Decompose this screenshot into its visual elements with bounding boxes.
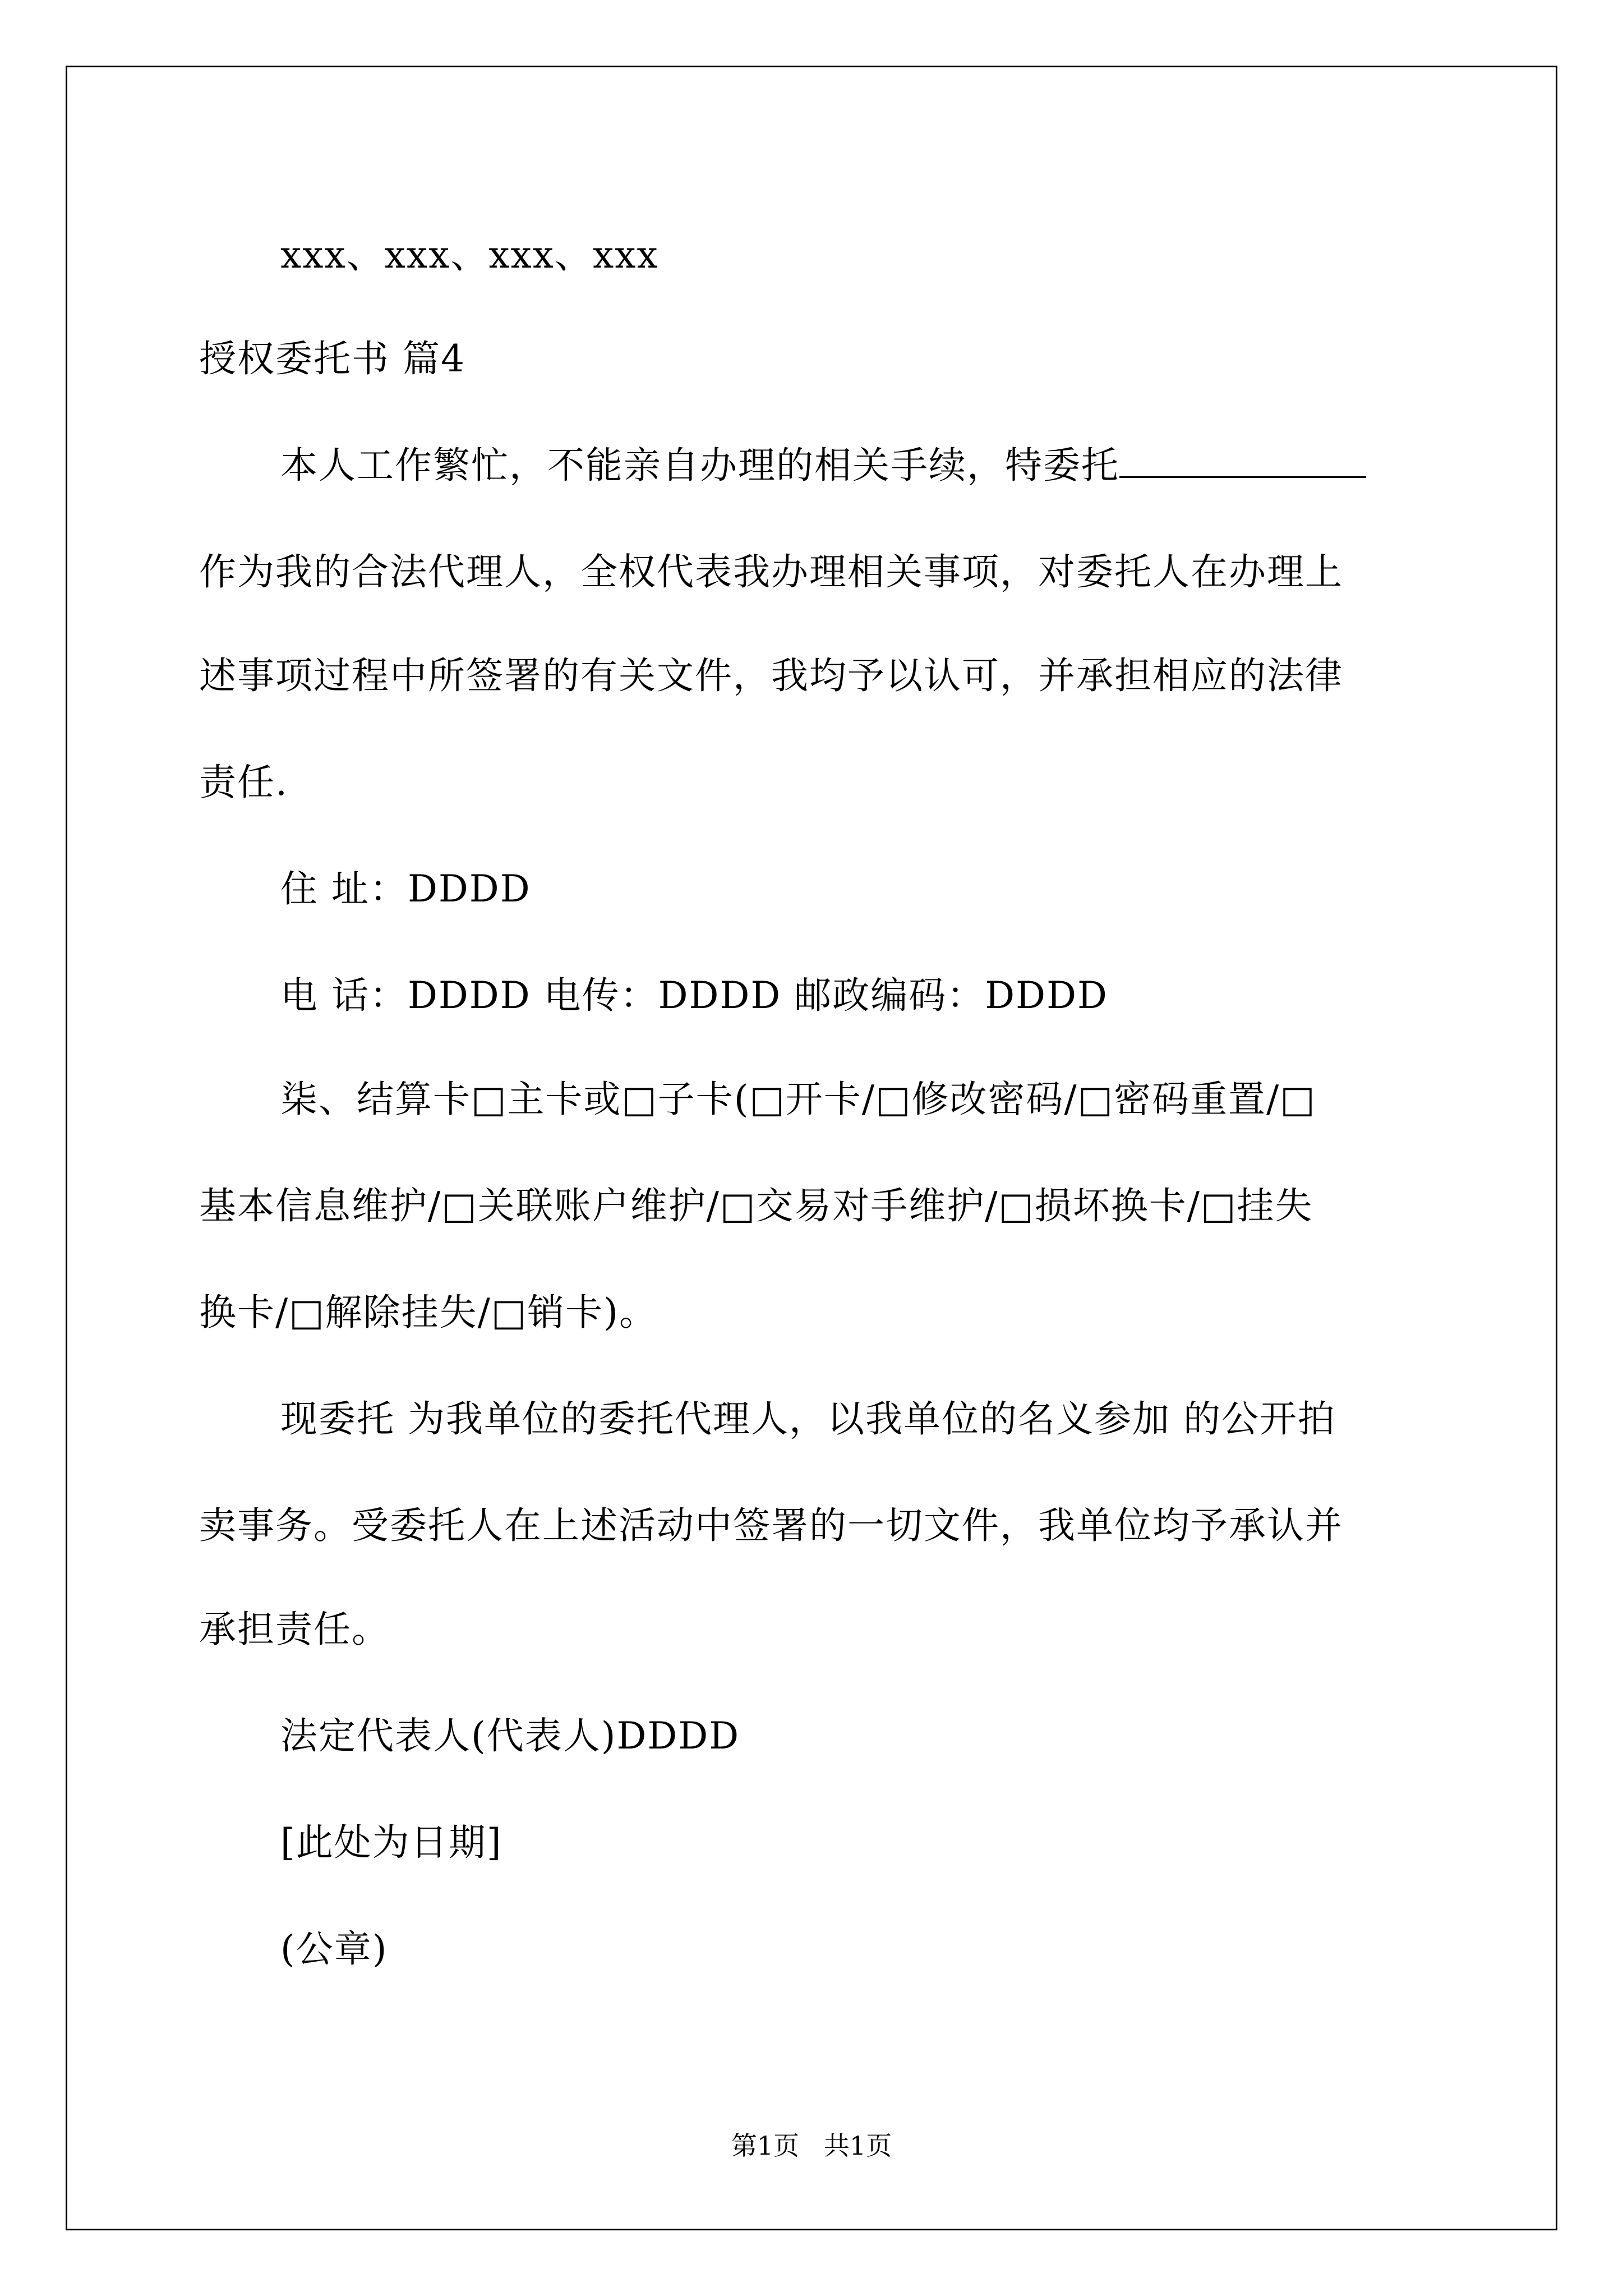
date-placeholder: [此处为日期] bbox=[280, 1821, 502, 1864]
paragraph2-line1: 柒、结算卡□主卡或□子卡(□开卡/□修改密码/□密码重置/□ bbox=[280, 1078, 1316, 1121]
paragraph2-line3: 换卡/□解除挂失/□销卡)。 bbox=[199, 1291, 657, 1334]
address-line: 住 址：DDDD bbox=[280, 867, 531, 910]
paragraph2-line2: 基本信息维护/□关联账户维护/□交易对手维护/□损坏换卡/□挂失 bbox=[199, 1184, 1313, 1227]
paragraph1-line1 bbox=[280, 443, 1366, 488]
paragraph1-line1-text: 本人工作繁忙，不能亲自办理的相关手续，特委托 bbox=[280, 444, 1119, 487]
paragraph3-line1: 现委托 为我单位的委托代理人，以我单位的名义参加 的公开拍 bbox=[280, 1397, 1336, 1441]
page-border bbox=[66, 66, 1557, 2230]
paragraph3-line3: 承担责任。 bbox=[199, 1608, 390, 1651]
paragraph1-line4: 责任. bbox=[199, 761, 288, 804]
phone-line: 电 话：DDDD 电传：DDDD 邮政编码：DDDD bbox=[280, 974, 1108, 1017]
seal-placeholder: (公章) bbox=[280, 1927, 388, 1971]
paragraph1-line3: 述事项过程中所签署的有关文件，我均予以认可，并承担相应的法律 bbox=[199, 654, 1343, 697]
paragraph1-line2: 作为我的合法代理人，全权代表我办理相关事项，对委托人在办理上 bbox=[199, 550, 1343, 593]
agent-name-blank bbox=[1119, 445, 1366, 478]
section-title: 授权委托书 篇4 bbox=[199, 337, 465, 380]
legal-representative-line: 法定代表人(代表人)DDDD bbox=[280, 1714, 740, 1757]
signatories-line: xxx、xxx、xxx、xxx bbox=[280, 233, 659, 277]
paragraph3-line2: 卖事务。受委托人在上述活动中签署的一切文件，我单位均予承认并 bbox=[199, 1504, 1343, 1547]
page-footer: 第1页 共1页 bbox=[731, 2131, 892, 2161]
